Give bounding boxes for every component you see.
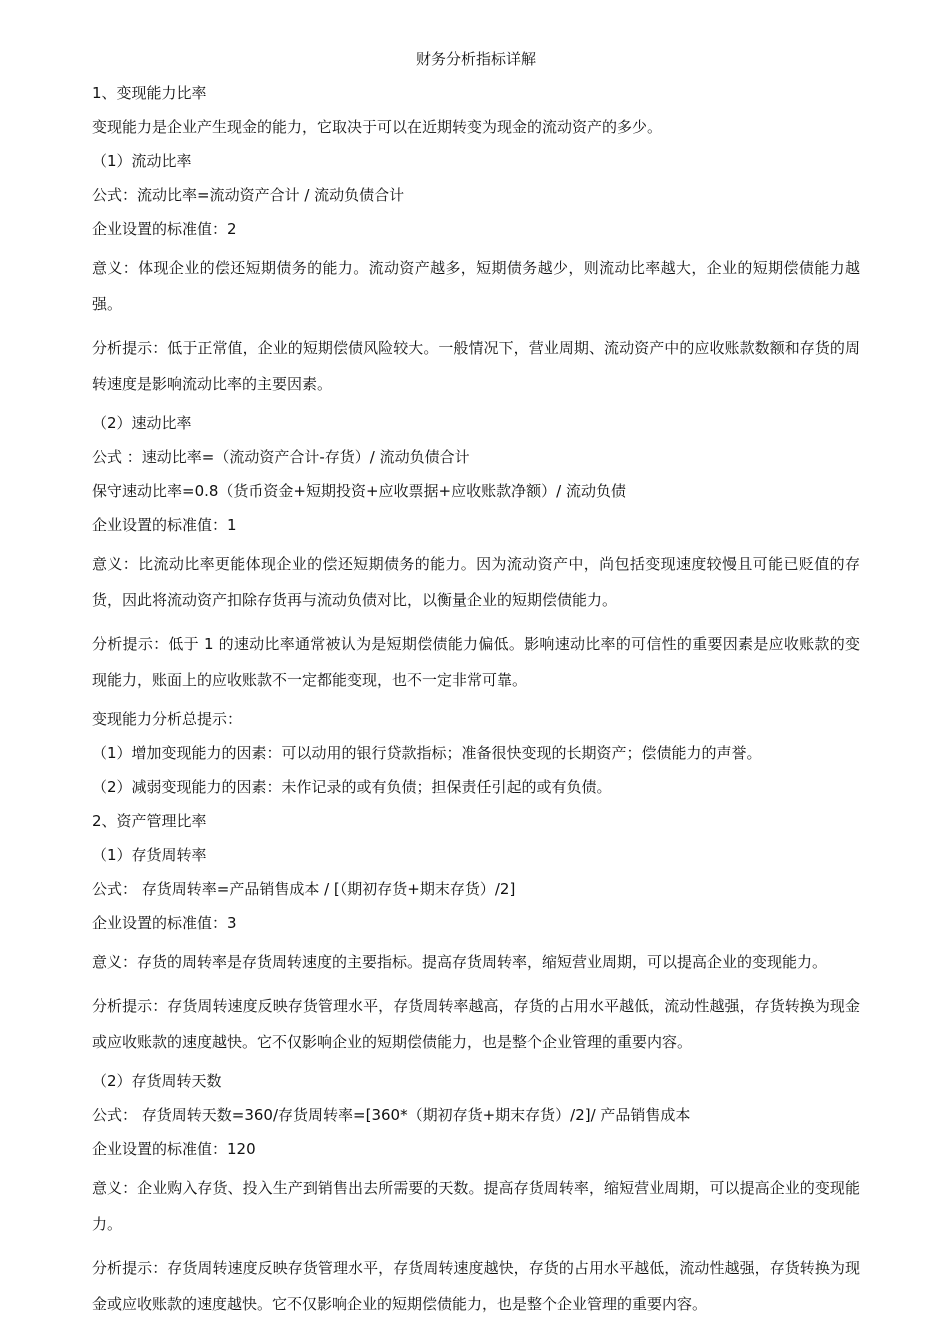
section-heading: 2、资产管理比率 xyxy=(92,812,207,830)
document-title: 财务分析指标详解 xyxy=(415,50,536,68)
meaning-paragraph: 意义：存货的周转率是存货周转速度的主要指标。提高存货周转率，缩短营业周期，可以提高企业的变现能力。 xyxy=(92,953,828,971)
standard-value-line: 企业设置的标准值：3 xyxy=(92,914,237,932)
analysis-paragraph: 分析提示：低于正常值，企业的短期偿债风险较大。一般情况下，营业周期、流动资产中的应收账款数额和存货的周转速度是影响流动比率的主要因素。 xyxy=(92,339,860,393)
text-line: 变现能力是企业产生现金的能力，它取决于可以在近期转变为现金的流动资产的多少。 xyxy=(92,118,663,136)
standard-value-line: 企业设置的标准值：1 xyxy=(92,516,237,534)
subsection-heading: （2）存货周转天数 xyxy=(92,1072,222,1090)
summary-heading: 变现能力分析总提示： xyxy=(92,710,243,728)
summary-item: （2）减弱变现能力的因素：未作记录的或有负债；担保责任引起的或有负债。 xyxy=(92,778,612,796)
analysis-paragraph: 分析提示：存货周转速度反映存货管理水平，存货周转率越高，存货的占用水平越低，流动性越强，存货转换为现金或应收账款的速度越快。它不仅影响企业的短期偿债能力，也是整个企业管理的重要内容。 xyxy=(92,997,860,1051)
standard-value-line: 企业设置的标准值：2 xyxy=(92,220,237,238)
formula-line: 保守速动比率=0.8（货币资金+短期投资+应收票据+应收账款净额）/ 流动负债 xyxy=(92,482,626,500)
subsection-heading: （1）流动比率 xyxy=(92,152,192,170)
analysis-paragraph: 分析提示：存货周转速度反映存货管理水平，存货周转速度越快，存货的占用水平越低，流动性越强，存货转换为现金或应收账款的速度越快。它不仅影响企业的短期偿债能力，也是整个企业管理的重要内容。 xyxy=(92,1259,860,1313)
meaning-paragraph: 意义：体现企业的偿还短期债务的能力。流动资产越多，短期债务越少，则流动比率越大，企业的短期偿债能力越强。 xyxy=(92,259,860,313)
formula-line: 公式：流动比率=流动资产合计 / 流动负债合计 xyxy=(92,186,405,204)
summary-item: （1）增加变现能力的因素：可以动用的银行贷款指标；准备很快变现的长期资产；偿债能力的声誉。 xyxy=(92,744,762,762)
formula-line: 公式： 存货周转天数=360/存货周转率=[360*（期初存货+期末存货）/2]/ 产品销售成本 xyxy=(92,1106,691,1124)
subsection-heading: （1）存货周转率 xyxy=(92,846,207,864)
formula-line: 公式 ：速动比率=（流动资产合计-存货）/ 流动负债合计 xyxy=(92,448,470,466)
section-heading: 1、变现能力比率 xyxy=(92,84,207,102)
document-body xyxy=(92,80,860,1322)
formula-line: 公式： 存货周转率=产品销售成本 / [（期初存货+期末存货）/2] xyxy=(92,880,516,898)
standard-value-line: 企业设置的标准值：120 xyxy=(92,1140,256,1158)
meaning-paragraph: 意义：比流动比率更能体现企业的偿还短期债务的能力。因为流动资产中，尚包括变现速度较慢且可能已贬值的存货，因此将流动资产扣除存货再与流动负债对比，以衡量企业的短期偿债能力。 xyxy=(92,555,860,609)
subsection-heading: （2）速动比率 xyxy=(92,414,192,432)
meaning-paragraph: 意义：企业购入存货、投入生产到销售出去所需要的天数。提高存货周转率，缩短营业周期，可以提高企业的变现能力。 xyxy=(92,1179,860,1233)
analysis-paragraph: 分析提示：低于 1 的速动比率通常被认为是短期偿债能力偏低。影响速动比率的可信性的重要因素是应收账款的变现能力，账面上的应收账款不一定都能变现，也不一定非常可靠。 xyxy=(92,635,860,689)
